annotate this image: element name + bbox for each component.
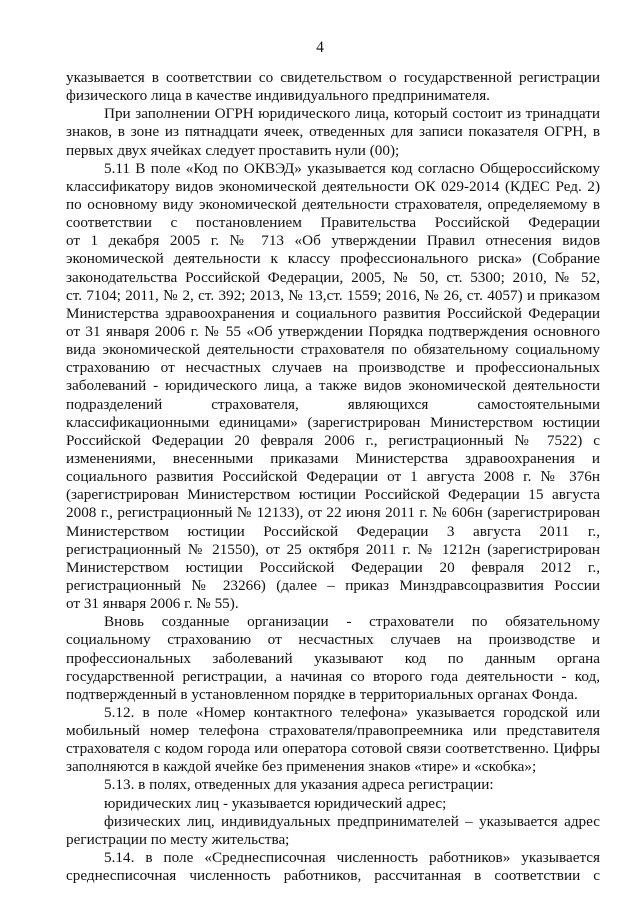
text-line: профессиональных заболеваний указывают код по данным органа — [66, 649, 600, 667]
text-line: заполняются в каждой ячейке без применения знаков «тире» и «скобка»; — [66, 758, 537, 776]
text-line: ст. 7104; 2011, № 2, ст. 392; 2013, № 13,ст. 1559; 2016, № 26, ст. 4057) и приказом — [66, 286, 600, 304]
text-line: среднесписочная численность работников, рассчитанная в соответствии с — [66, 867, 600, 885]
text-line: регистрационный № 23266) (далее – приказ Минздравсоцразвития России — [66, 576, 600, 594]
text-line: классификационными единицами» (зарегистрирован Министерством юстиции — [66, 413, 600, 431]
text-line: подтвержденный в установленном порядке в территориальных органах Фонда. — [66, 685, 578, 703]
text-line: регистрации по месту жительства; — [66, 830, 290, 848]
text-line: подразделений страхователя, являющихся самостоятельными — [66, 395, 600, 413]
text-line: 5.13. в полях, отведенных для указания адреса регистрации: — [104, 776, 494, 794]
text-line: изменениями, внесенными приказами Министерства здравоохранения и — [66, 449, 600, 467]
text-line: социальному страхованию от несчастных случаев на производстве и — [66, 631, 600, 649]
text-line: экономической деятельности к классу профессионального риска» (Собрание — [66, 250, 600, 268]
text-line: Вновь созданные организации - страхователи по обязательному — [104, 613, 600, 631]
text-line: Министерства здравоохранения и социального развития Российской Федерации — [66, 304, 600, 322]
text-line: знаков, в зоне из пятнадцати ячеек, отведенных для записи показателя ОГРН, в — [66, 123, 600, 141]
text-line: физического лица в качестве индивидуального предпринимателя. — [66, 87, 490, 105]
text-line: заболеваний - юридического лица, а также видов экономической деятельности — [66, 377, 600, 395]
text-line: социального развития Российской Федерации от 1 августа 2008 г. № 376н — [66, 468, 600, 486]
text-line: 2008 г., регистрационный № 12133), от 22 июня 2011 г. № 606н (зарегистрирован — [66, 504, 600, 522]
text-line: юридических лиц - указывается юридический адрес; — [104, 794, 447, 812]
text-line: законодательства Российской Федерации, 2005, № 50, ст. 5300; 2010, № 52, — [66, 268, 600, 286]
text-line: При заполнении ОГРН юридического лица, который состоит из тринадцати — [104, 105, 600, 123]
text-line: (зарегистрирован Министерством юстиции Российской Федерации 15 августа — [66, 486, 600, 504]
text-line: указывается в соответствии со свидетельством о государственной регистрации — [66, 69, 600, 86]
text-line: от 1 декабря 2005 г. № 713 «Об утверждении Правил отнесения видов — [66, 232, 600, 250]
text-line: государственной регистрации, а начиная со второго года деятельности - код, — [66, 667, 600, 685]
text-line: соответствии с постановлением Правительства Российской Федерации — [66, 214, 600, 232]
text-line: классификатору видов экономической деятельности ОК 029-2014 (КДЕС Ред. 2) — [66, 177, 600, 195]
text-line: вида экономической деятельности страхователя по обязательному социальному — [66, 341, 600, 359]
text-line: страхованию от несчастных случаев на производстве и профессиональных — [66, 359, 600, 377]
text-line: 5.14. в поле «Среднесписочная численность работников» указывается — [104, 849, 600, 867]
document-body — [66, 69, 600, 885]
text-line: Российской Федерации 20 февраля 2006 г., регистрационный № 7522) с — [66, 431, 600, 449]
text-line: по основному виду экономической деятельности страхователя, определяемому в — [66, 195, 600, 213]
text-line: от 31 января 2006 г. № 55). — [66, 595, 239, 613]
text-line: 5.11 В поле «Код по ОКВЭД» указывается код согласно Общероссийскому — [104, 159, 600, 177]
text-line: 5.12. в поле «Номер контактного телефона» указывается городской или — [104, 703, 600, 721]
text-line: Министерством юстиции Российской Федерации 3 августа 2011 г., — [66, 522, 600, 540]
text-line: Министерством юстиции Российской Федерации 20 февраля 2012 г., — [66, 558, 600, 576]
text-line: страхователя с кодом города или оператора сотовой связи соответственно. Цифры — [66, 740, 600, 758]
page-number: 4 — [316, 39, 324, 56]
text-line: первых двух ячейках следует проставить нули (00); — [66, 141, 400, 159]
text-line: физических лиц, индивидуальных предпринимателей – указывается адрес — [104, 812, 600, 830]
text-line: регистрационный № 21550), от 25 октября 2011 г. № 1212н (зарегистрирован — [66, 540, 600, 558]
text-line: от 31 января 2006 г. № 55 «Об утверждении Порядка подтверждения основного — [66, 322, 600, 340]
text-line: мобильный номер телефона страхователя/правопреемника или представителя — [66, 722, 600, 740]
